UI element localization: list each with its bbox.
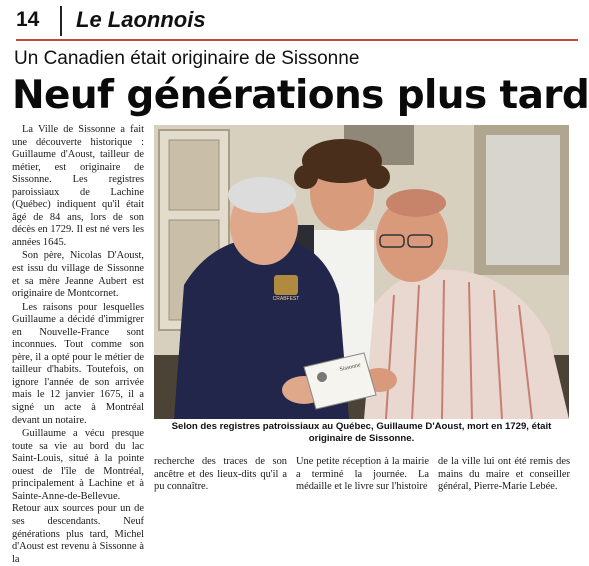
body-paragraph: Guillaume a vécu presque toute sa vie au bord du lac Saint-Louis, situé à la pointe ouest de l'île de Montréal, principalement à Lachine et à Sainte-Anne-de-Bellevue. Retour aux sources pour un de ses descendants. Neuf générations plus tard, Michel d'Aoust est revenu à Sissonne à la (12, 428, 144, 565)
page-number: 14 (16, 8, 40, 31)
body-paragraph: La Ville de Sissonne a fait une découverte historique : Guillaume d'Aoust, tailleur de métier, est originaire de Sissonne. Les registres paroissiaux de Lachine (Québec) indiquent qu'il était âgé de 84 ans, lors de son décès en 1729. Il est né vers les années 1645. (12, 124, 144, 248)
header-rule (16, 39, 578, 41)
body-paragraph: Les raisons pour lesquelles Guillaume a décidé d'immigrer en Nouvelle-France sont inconnues. Tout comme son père, il a opté pour le métier de tailleur d'habits. Toutefois, on ignore l'année de son arrivée mais le 12 janvier 1675, il a signé un acte à Montréal devant un notaire. (12, 301, 144, 426)
booklet-title: Sissonne (339, 362, 362, 373)
shirt-print: CRABFEST (272, 296, 300, 302)
article-kicker: Un Canadien était originaire de Sissonne (14, 48, 360, 69)
photo-scene (154, 125, 569, 419)
article-headline: Neuf générations plus tard (12, 73, 589, 118)
bottom-column-1: recherche des traces de son ancêtre et des lieux-dits qu'il a pu connaître. (154, 456, 287, 493)
bottom-column-3: de la ville lui ont été remis des mains du maire et conseiller général, Pierre-Marie Lebée. (438, 456, 570, 493)
bald-head (386, 189, 446, 217)
door-inset (169, 140, 219, 210)
grey-hair (228, 177, 296, 213)
page-header (8, 6, 570, 36)
photo-caption: Selon des registres patroissiaux au Québec, Guillaume D'Aoust, mort en 1729, était originaire de Sissonne. (171, 421, 552, 444)
article-photo (154, 125, 569, 419)
section-title: Le Laonnois (76, 7, 206, 32)
article-body-column (12, 124, 144, 565)
body-paragraph: Son père, Nicolas D'Aoust, est issu du village de Sissonne et sa mère Jeanne Aubert est originaire de Montcornet. (12, 250, 144, 300)
window-pane (486, 135, 560, 265)
bottom-column-2: Une petite réception à la mairie a terminé la journée. La médaille et le livre sur l'histoire (296, 456, 429, 493)
emblem-icon (317, 372, 327, 382)
shirt-logo (274, 275, 298, 295)
header-separator (60, 6, 62, 36)
